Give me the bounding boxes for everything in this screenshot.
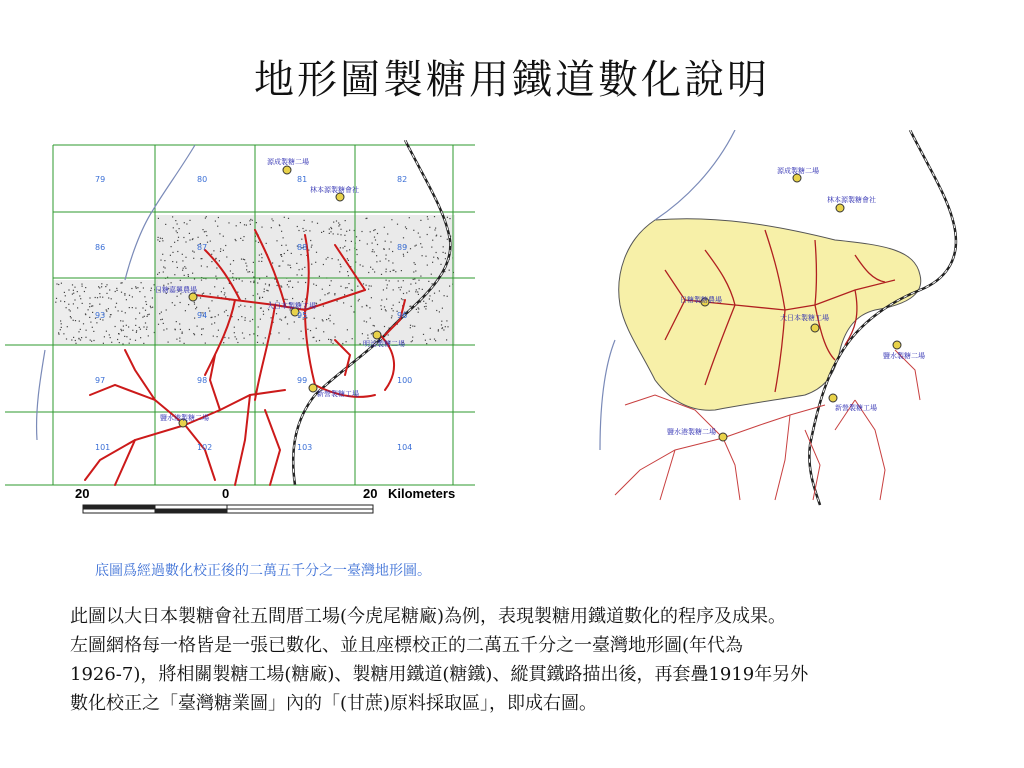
scale-label-right: 20 xyxy=(363,486,378,501)
grid-number: 88 xyxy=(297,243,308,252)
grid-number: 97 xyxy=(95,376,106,385)
grid-number: 94 xyxy=(197,311,208,320)
grid-number: 104 xyxy=(397,443,413,452)
factory-label: 鹽水製糖二場 xyxy=(883,352,925,360)
grid-number: 102 xyxy=(197,443,213,452)
grid-number: 93 xyxy=(95,311,106,320)
grid-number: 101 xyxy=(95,443,111,452)
grid-number: 100 xyxy=(397,376,413,385)
description-line: 左圖網格每一格皆是一張已數化、並且座標校正的二萬五千分之一臺灣地形圖(年代為 xyxy=(70,635,744,656)
scale-label-unit: Kilometers xyxy=(388,486,456,501)
description-line: 此圖以大日本製糖會社五間厝工場(今虎尾糖廠)為例，表現製糖用鐵道數化的程序及成果。 xyxy=(70,606,787,627)
description-line: 1926-7)，將相關製糖工場(糖廠)、製糖用鐵道(糖鐵)、縱貫鐵路描出後，再套疊1919年另外 xyxy=(70,664,809,685)
factory-label: 新營製糖工場 xyxy=(835,404,877,412)
factory-label: 日糖製糖農場 xyxy=(680,296,722,304)
grid-number: 80 xyxy=(197,175,208,184)
factory-label: 源成製糖二場 xyxy=(777,167,819,175)
grid-number: 89 xyxy=(397,243,408,252)
grid-number: 79 xyxy=(95,175,106,184)
map-caption: 底圖爲經過數化校正後的二萬五千分之一臺灣地形圖。 xyxy=(95,563,431,579)
factory-label: 新營製糖工場 xyxy=(317,390,359,398)
grid-number: 87 xyxy=(197,243,208,252)
factory-label: 明治製糖二場 xyxy=(363,340,405,348)
right-map xyxy=(555,130,985,510)
factory-label: 大日本製糖工場 xyxy=(267,302,316,310)
factory-label: 林本源製糖會社 xyxy=(827,196,876,204)
factory-label: 鹽水港製糖二場 xyxy=(160,414,209,422)
grid-number: 82 xyxy=(397,175,408,184)
description-text xyxy=(70,602,975,718)
grid-number: 99 xyxy=(297,376,308,385)
factory-label: 鹽水港製糖二場 xyxy=(667,428,716,436)
grid-number: 98 xyxy=(197,376,208,385)
scale-bar xyxy=(83,505,373,513)
scale-labels xyxy=(75,486,495,504)
factory-label: 林本源製糖會社 xyxy=(310,186,359,194)
left-map xyxy=(5,140,495,520)
grid-number: 95 xyxy=(297,311,308,320)
grid-number: 96 xyxy=(397,311,408,320)
page-title: 地形圖製糖用鐵道數化說明 xyxy=(254,57,770,103)
factory-label: 日糖嘉興農場 xyxy=(155,286,197,294)
grid-number: 86 xyxy=(95,243,106,252)
scale-label-middle: 0 xyxy=(222,486,230,501)
grid-number: 103 xyxy=(297,443,313,452)
factory-label: 大日本製糖工場 xyxy=(780,314,829,322)
scale-label-left: 20 xyxy=(75,486,90,501)
grid-number: 81 xyxy=(297,175,308,184)
description-line: 數化校正之「臺灣糖業圖」內的「(甘蔗)原料採取區」，即成右圖。 xyxy=(70,693,598,714)
factory-label: 源成製糖二場 xyxy=(267,158,309,166)
